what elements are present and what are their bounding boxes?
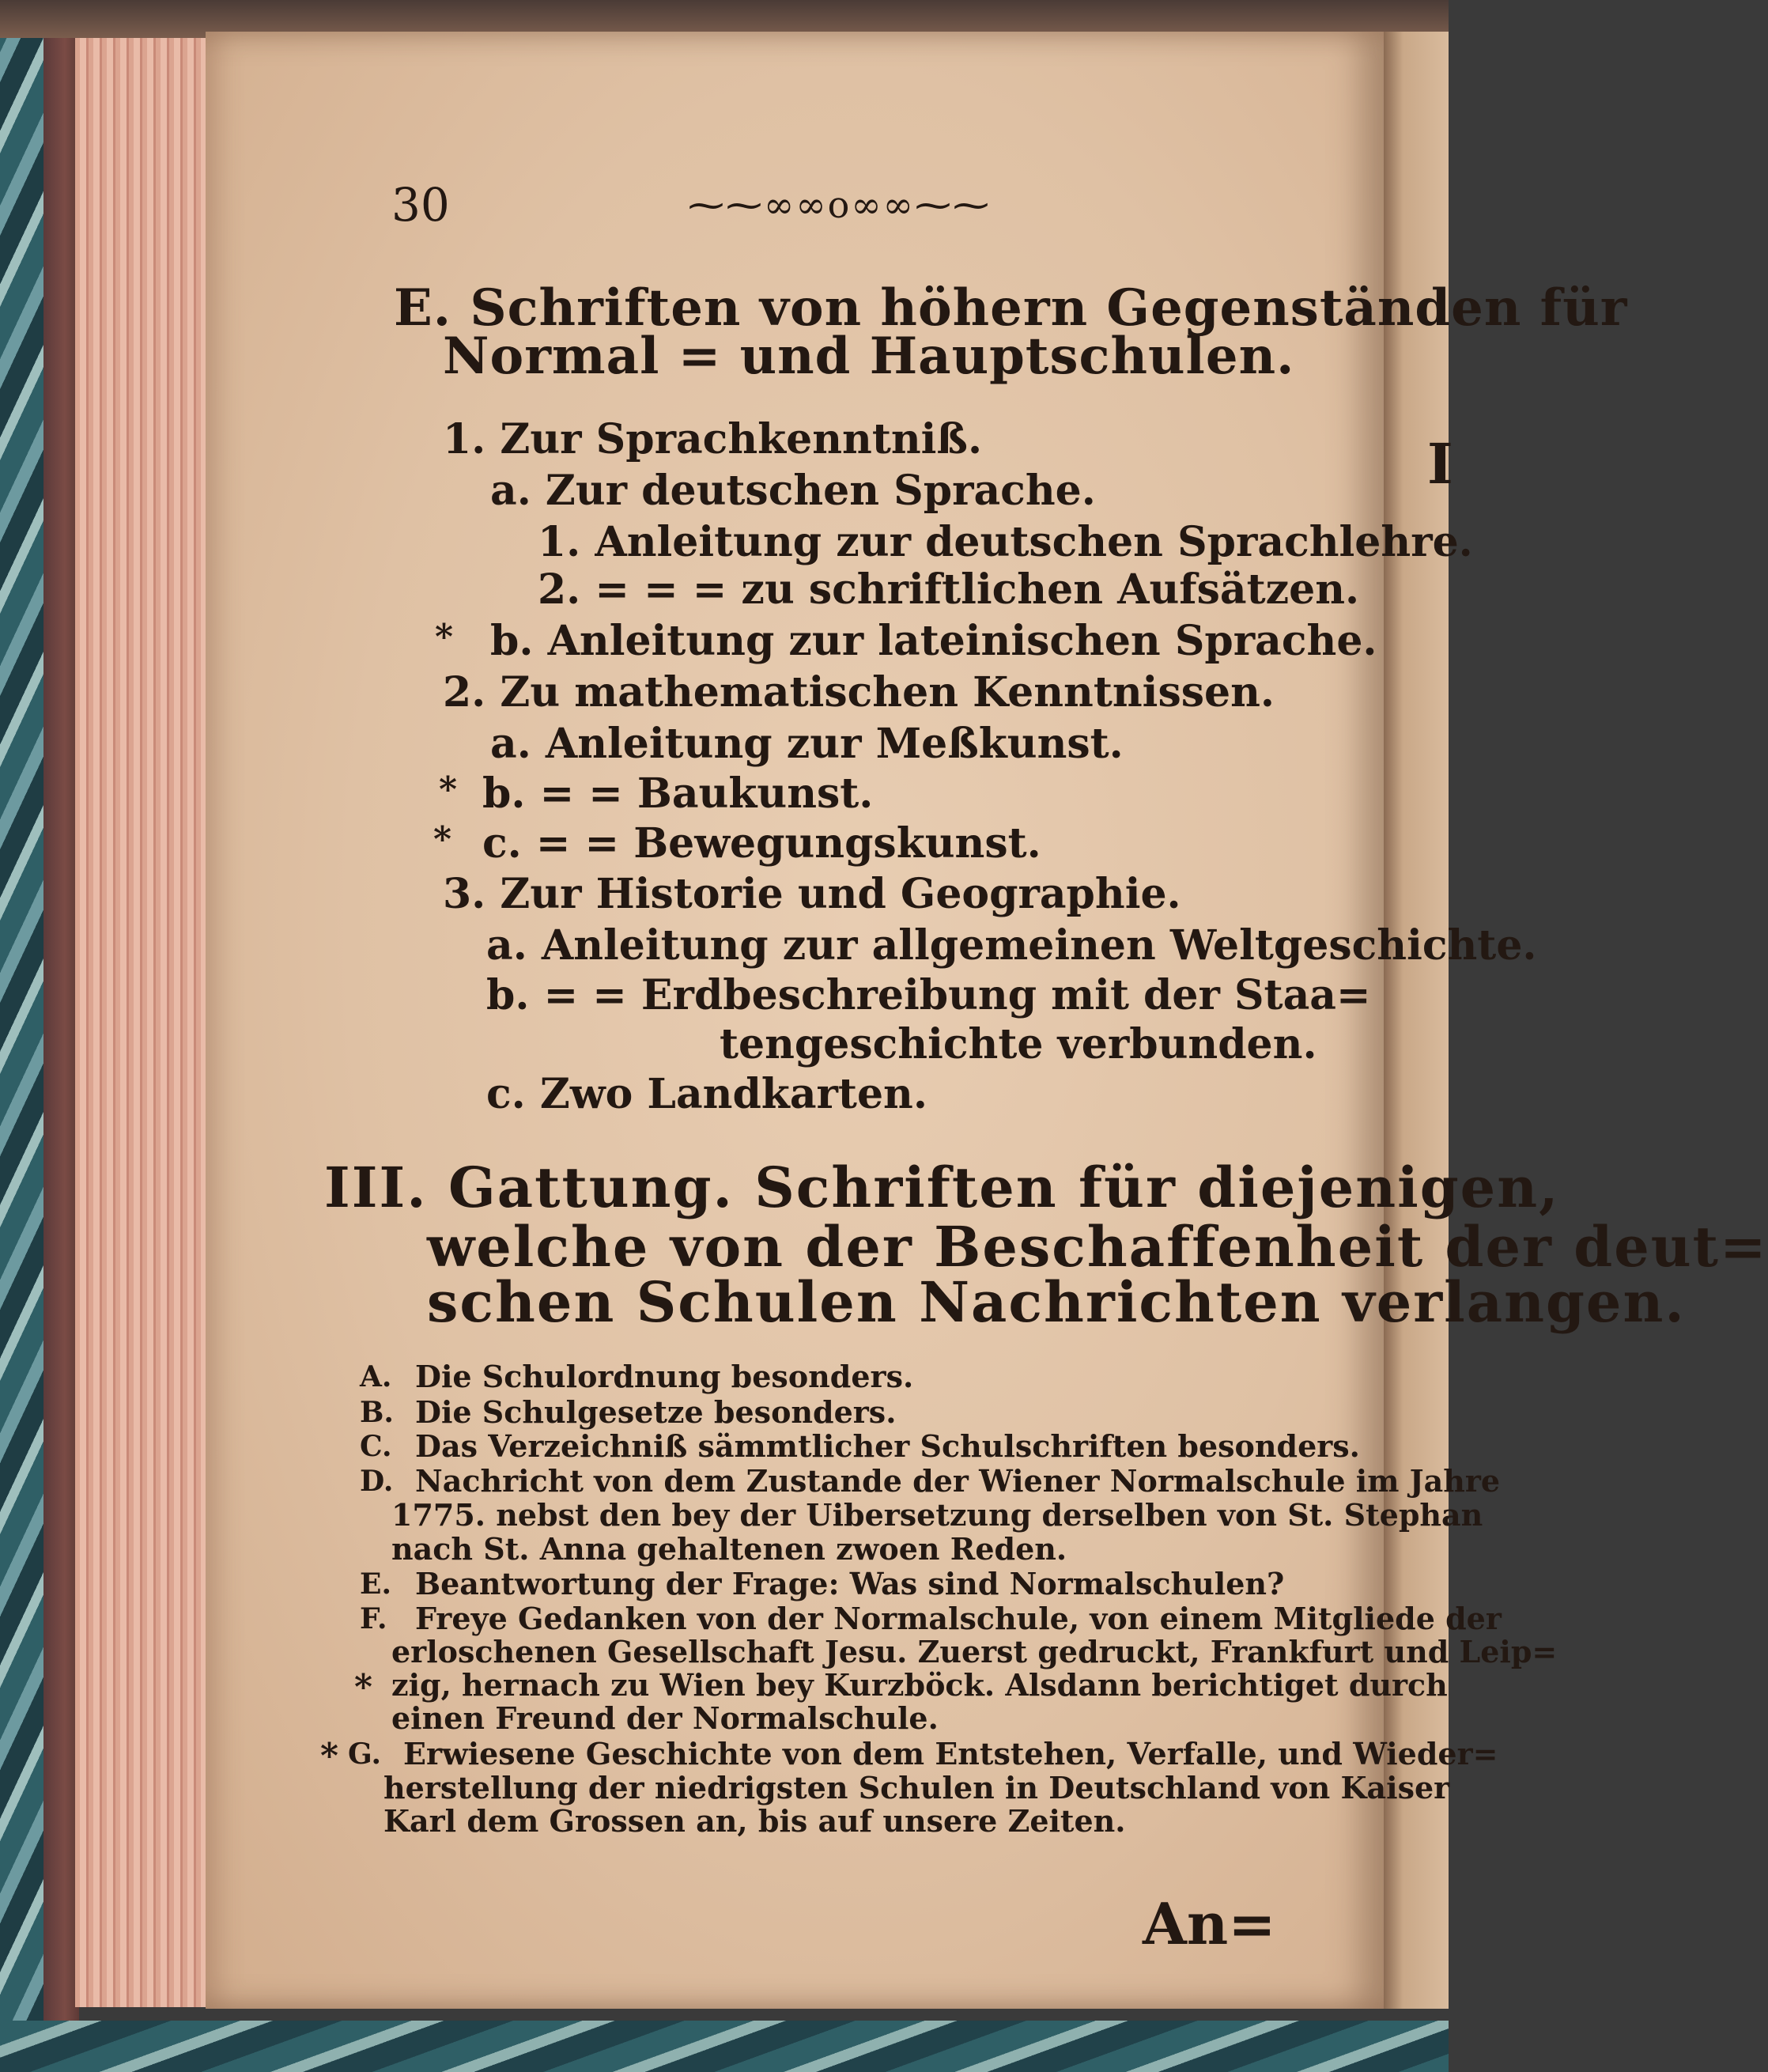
list-item: zig, hernach zu Wien bey Kurzböck. Alsdann berichtiget durch [391, 1667, 1448, 1703]
list-item: a. Zur deutschen Sprache. [490, 467, 1096, 515]
section-iii-title-line2: welche von der Beschaffenheit der deut= [427, 1214, 1768, 1280]
marbled-bottom [0, 2021, 1449, 2072]
section-iii-title-line3: schen Schulen Nachrichten verlangen. [427, 1269, 1686, 1335]
list-item: Das Verzeichniß sämmtlicher Schulschriften besonders. [415, 1428, 1360, 1464]
list-item: b. = = Erdbeschreibung mit der Staa= [486, 971, 1371, 1019]
list-item: herstellung der niedrigsten Schulen in Deutschland von Kaiser [383, 1770, 1450, 1805]
list-item: erloschenen Gesellschaft Jesu. Zuerst gedruckt, Frankfurt und Leip= [391, 1634, 1558, 1669]
star-mark: * [435, 617, 454, 657]
item-label: B. [360, 1396, 394, 1429]
item-label: G. [348, 1737, 381, 1771]
list-item: Nachricht von dem Zustande der Wiener Normalschule im Jahre [415, 1463, 1501, 1499]
star-mark: * [439, 769, 458, 810]
list-item: 2. Zu mathematischen Kenntnissen. [443, 668, 1275, 717]
list-item: Beantwortung der Frage: Was sind Normalschulen? [415, 1566, 1285, 1601]
item-label: C. [360, 1430, 392, 1463]
item-label: E. [360, 1567, 391, 1601]
list-item: b. = = Baukunst. [482, 769, 874, 818]
list-item: c. = = Bewegungskunst. [482, 819, 1041, 868]
star-mark: * [354, 1667, 373, 1707]
section-iii-title-line1: III. Gattung. Schriften für diejenigen, [324, 1155, 1560, 1220]
list-item: b. Anleitung zur lateinischen Sprache. [490, 617, 1377, 665]
list-item: Die Schulordnung besonders. [415, 1359, 914, 1394]
list-item: a. Anleitung zur Meßkunst. [490, 720, 1124, 768]
list-item: 3. Zur Historie und Geographie. [443, 870, 1181, 918]
star-mark: * [320, 1736, 339, 1776]
list-item: 1. Zur Sprachkenntniß. [443, 415, 983, 463]
list-item: 1. Anleitung zur deutschen Sprachlehre. [538, 518, 1473, 566]
item-label: D. [360, 1465, 394, 1498]
list-item: einen Freund der Normalschule. [391, 1700, 939, 1736]
list-item: Freye Gedanken von der Normalschule, von einem Mitgliede der [415, 1601, 1502, 1636]
list-item: a. Anleitung zur allgemeinen Weltgeschichte. [486, 921, 1537, 970]
section-e-title-line2: Normal = und Hauptschulen. [443, 327, 1295, 386]
item-label: A. [360, 1360, 392, 1393]
list-item: Karl dem Grossen an, bis auf unsere Zeiten. [383, 1803, 1126, 1839]
list-item: c. Zwo Landkarten. [486, 1070, 927, 1118]
catchword: An= [1143, 1890, 1276, 1957]
page-number: 30 [391, 178, 450, 232]
star-mark: * [433, 819, 452, 860]
list-item: 1775. nebst den bey der Uibersetzung derselben von St. Stephan [391, 1497, 1483, 1533]
list-item: Erwiesene Geschichte von dem Entstehen, Verfalle, und Wieder= [403, 1736, 1498, 1771]
section-e-title-line1: E. Schriften von höhern Gegenständen für [394, 278, 1628, 338]
list-item: 2. = = = zu schriftlichen Aufsätzen. [538, 565, 1360, 614]
item-label: F. [360, 1602, 387, 1635]
ornament-icon: ⁓⁓∞∞o∞∞⁓⁓ [688, 183, 991, 226]
list-item: nach St. Anna gehaltenen zwoen Reden. [391, 1531, 1067, 1567]
facing-page-letter: I [1427, 431, 1453, 497]
list-item: Die Schulgesetze besonders. [415, 1394, 897, 1430]
leather-spine [43, 0, 79, 2072]
list-item: tengeschichte verbunden. [720, 1020, 1317, 1068]
